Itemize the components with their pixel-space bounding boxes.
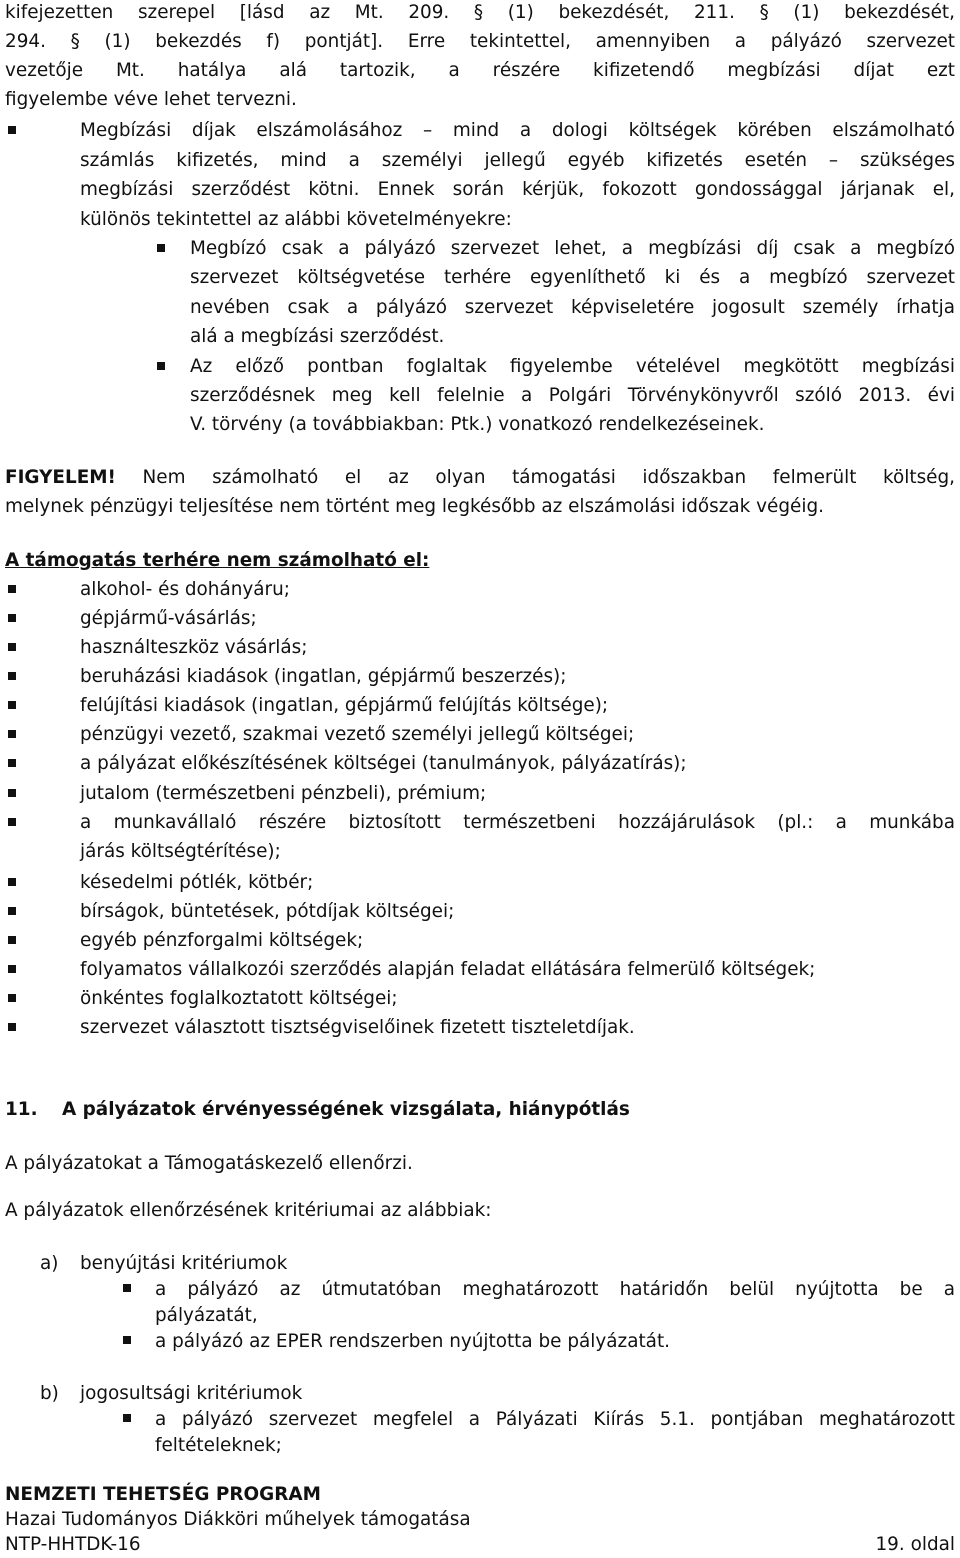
criteria-b-label: b) [40,1383,59,1404]
megbizasi-line-1: Megbízási díjak elszámolásához – mind a dologi költségek körében elszámolható [80,120,955,141]
warning-line-2: melynek pénzügyi teljesítése nem történt meg legkésőbb az elszámolási időszak végéig. [5,496,824,517]
sub1-line-4: alá a megbízási szerződést. [190,326,445,347]
bullet-icon [8,965,16,973]
megbizasi-line-2: számlás kifizetés, mind a személyi jellegű egyéb kifizetés esetén – szükséges [80,150,955,171]
criteria-a-label: a) [40,1253,59,1274]
list-item: pénzügyi vezető, szakmai vezető személyi jellegű költségei; [80,724,635,745]
footer-page-number: 19. oldal [875,1534,955,1555]
footer-program: NEMZETI TEHETSÉG PROGRAM [5,1484,321,1505]
section-p2: A pályázatok ellenőrzésének kritériumai az alábbiak: [5,1200,492,1221]
warning-line-1 [5,465,955,491]
bullet-icon [8,936,16,944]
warning-label: FIGYELEM! [5,467,116,488]
bullet-icon [8,818,16,826]
intro-line-2: 294. § (1) bekezdés f) pontját]. Erre tekintettel, amennyiben a pályázó szervezet [5,31,955,52]
sub1-line-2: szervezet költségvetése terhére egyenlíthető ki és a megbízó szervezet [190,267,955,288]
bullet-icon [8,126,16,134]
criteria-b-title: jogosultsági kritériumok [80,1383,303,1404]
bullet-icon [123,1284,131,1292]
bullet-icon [157,362,165,370]
warning-text: Nem számolható el az olyan támogatási időszakban felmerült költség, [115,467,955,488]
list-item: a munkavállaló részére biztosított természetbeni hozzájárulások (pl.: a munkába [80,812,955,833]
section-p1: A pályázatokat a Támogatáskezelő ellenőrzi. [5,1153,413,1174]
sub2-line-2: szerződésnek meg kell felelnie a Polgári Törvénykönyvről szóló 2013. évi [190,385,955,406]
list-item: jutalom (természetbeni pénzbeli), prémium; [80,783,487,804]
bullet-icon [8,672,16,680]
list-item: késedelmi pótlék, kötbér; [80,872,314,893]
bullet-icon [8,730,16,738]
criteria-a-item1-line2: pályázatát, [155,1305,258,1326]
list-item: felújítási kiadások (ingatlan, gépjármű felújítás költsége); [80,695,609,716]
footer-code: NTP-HHTDK-16 [5,1534,141,1555]
bullet-icon [123,1414,131,1422]
bullet-icon [8,585,16,593]
sub2-line-3: V. törvény (a továbbiakban: Ptk.) vonatkozó rendelkezéseinek. [190,414,765,435]
list-item: önkéntes foglalkoztatott költségei; [80,988,398,1009]
sub1-line-1: Megbízó csak a pályázó szervezet lehet, a megbízási díj csak a megbízó [190,238,955,259]
list-item: alkohol- és dohányáru; [80,579,290,600]
criteria-a-item2: a pályázó az EPER rendszerben nyújtotta be pályázatát. [155,1331,671,1352]
bullet-icon [8,614,16,622]
list-item: egyéb pénzforgalmi költségek; [80,930,364,951]
criteria-b-item1-line1: a pályázó szervezet megfelel a Pályázati Kiírás 5.1. pontjában meghatározott [155,1409,955,1430]
megbizasi-line-4: különös tekintettel az alábbi követelményekre: [80,209,512,230]
bullet-icon [8,789,16,797]
bullet-icon [157,244,165,252]
list-item: szervezet választott tisztségviselőinek fizetett tiszteletdíjak. [80,1017,635,1038]
footer-subtitle: Hazai Tudományos Diákköri műhelyek támogatása [5,1509,471,1530]
bullet-icon [8,1023,16,1031]
intro-line-1: kifejezetten szerepel [lásd az Mt. 209. § (1) bekezdését, 211. § (1) bekezdését, [5,2,955,23]
bullet-icon [123,1336,131,1344]
list-item-continuation: járás költségtérítése); [80,841,281,862]
criteria-a-title: benyújtási kritériumok [80,1253,288,1274]
section-number: 11. [5,1099,38,1120]
intro-line-3: vezetője Mt. hatálya alá tartozik, a részére kifizetendő megbízási díjat ezt [5,60,955,81]
sub1-line-3: nevében csak a pályázó szervezet képviseletére jogosult személy írhatja [190,297,955,318]
list-item: bírságok, büntetések, pótdíjak költségei; [80,901,455,922]
criteria-b-item1-line2: feltételeknek; [155,1435,282,1456]
bullet-icon [8,907,16,915]
list-item: használteszköz vásárlás; [80,637,308,658]
list-item: beruházási kiadások (ingatlan, gépjármű beszerzés); [80,666,567,687]
not-eligible-heading: A támogatás terhére nem számolható el: [5,550,430,571]
list-item: a pályázat előkészítésének költségei (tanulmányok, pályázatírás); [80,753,687,774]
megbizasi-line-3: megbízási szerződést kötni. Ennek során kérjük, fokozott gondossággal járjanak el, [80,179,955,200]
bullet-icon [8,878,16,886]
sub2-line-1: Az előző pontban foglaltak figyelembe vételével megkötött megbízási [190,356,955,377]
bullet-icon [8,701,16,709]
section-title: A pályázatok érvényességének vizsgálata, hiánypótlás [62,1099,630,1120]
criteria-a-item1-line1: a pályázó az útmutatóban meghatározott határidőn belül nyújtotta be a [155,1279,955,1300]
bullet-icon [8,994,16,1002]
bullet-icon [8,643,16,651]
bullet-icon [8,759,16,767]
list-item: gépjármű-vásárlás; [80,608,257,629]
intro-line-4: figyelembe véve lehet tervezni. [5,89,297,110]
list-item: folyamatos vállalkozói szerződés alapján feladat ellátására felmerülő költségek; [80,959,816,980]
